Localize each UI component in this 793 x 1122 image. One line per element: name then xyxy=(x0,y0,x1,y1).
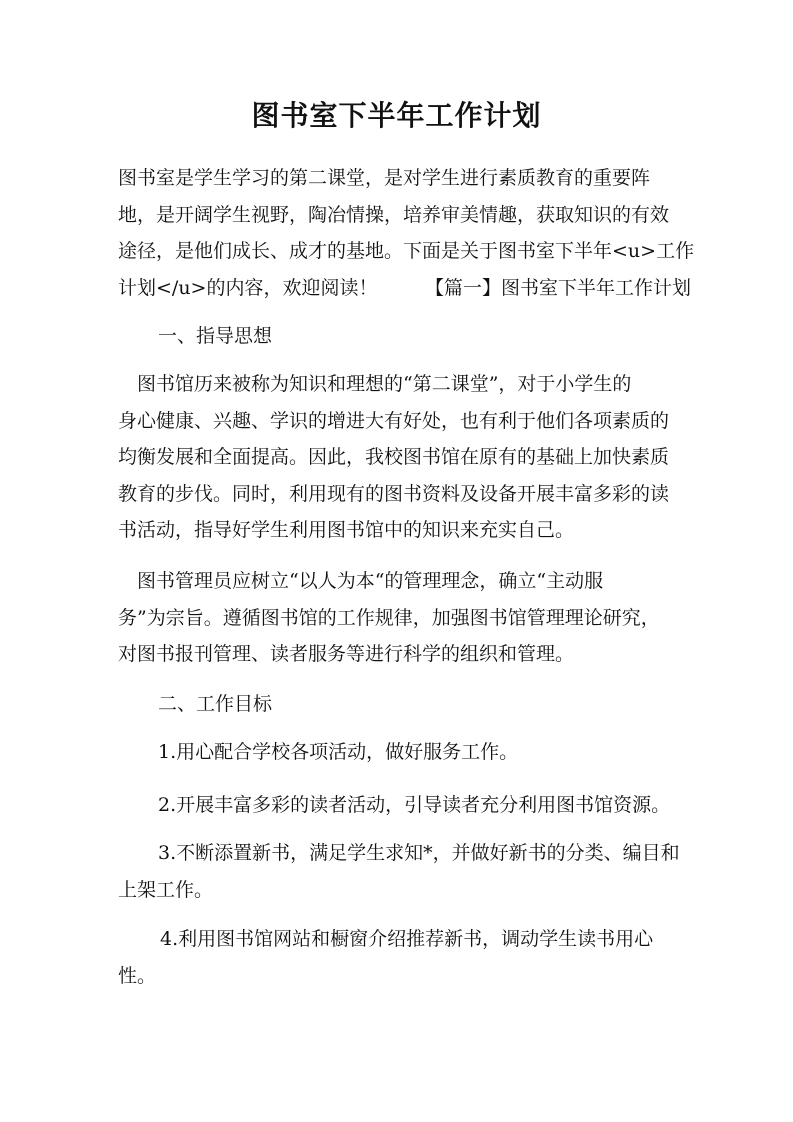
paragraph-line: 图书馆历来被称为知识和理想的“第二课堂”，对于小学生的 xyxy=(118,373,632,395)
paragraph-line: 教育的步伐。同时，利用现有的图书资料及设备开展丰富多彩的读 xyxy=(118,482,670,505)
paragraph-line: 均衡发展和全面提高。因此，我校图书馆在原有的基础上加快素质 xyxy=(118,446,670,468)
paragraph-line: 书活动，指导好学生利用图书馆中的知识来充实自己。 xyxy=(118,519,575,541)
section-heading-work-goals: 二、工作目标 xyxy=(158,693,273,715)
paragraph-line: 对图书报刊管理、读者服务等进行科学的组织和管理。 xyxy=(118,643,575,665)
goal-item-1: 1.用心配合学校各项活动，做好服务工作。 xyxy=(158,741,519,763)
paragraph-line: 身心健康、兴趣、学识的增进大有好处，也有利于他们各项素质的 xyxy=(118,409,670,432)
paragraph-line: 图书管理员应树立“以人为本“的管理理念，确立“主动服 xyxy=(118,570,604,592)
goal-item-4 xyxy=(118,921,680,994)
paragraph-line: 4.利用图书馆网站和橱窗介绍推荐新书，调动学生读书用心 xyxy=(160,928,654,950)
paragraph-line: 3.不断添置新书，满足学生求知*，并做好新书的分类、编目和 xyxy=(158,842,680,864)
guiding-thought-paragraph-2 xyxy=(118,563,680,673)
goal-item-3 xyxy=(118,835,680,908)
intro-paragraph xyxy=(118,160,695,306)
guiding-thought-paragraph-1 xyxy=(118,366,680,549)
intro-line: 图书室是学生学习的第二课堂，是对学生进行素质教育的重要阵 xyxy=(118,167,651,189)
intro-line: 地，是开阔学生视野，陶冶情操，培养审美情趣，获取知识的有效 xyxy=(118,203,670,226)
intro-line: 计划</u>的内容，欢迎阅读！ 【篇一】图书室下半年工作计划 xyxy=(118,276,691,299)
paragraph-line: 性。 xyxy=(118,964,157,987)
goal-item-2: 2.开展丰富多彩的读者活动，引导读者充分利用图书馆资源。 xyxy=(158,794,671,816)
section-heading-guiding-thought: 一、指导思想 xyxy=(158,325,273,347)
intro-line: 途径，是他们成长、成才的基地。下面是关于图书室下半年<u>工作 xyxy=(118,240,695,262)
document-title: 图书室下半年工作计划 xyxy=(251,99,542,132)
paragraph-line: 上架工作。 xyxy=(118,878,214,901)
paragraph-line: 务”为宗旨。遵循图书馆的工作规律，加强图书馆管理理论研究， xyxy=(118,606,660,629)
